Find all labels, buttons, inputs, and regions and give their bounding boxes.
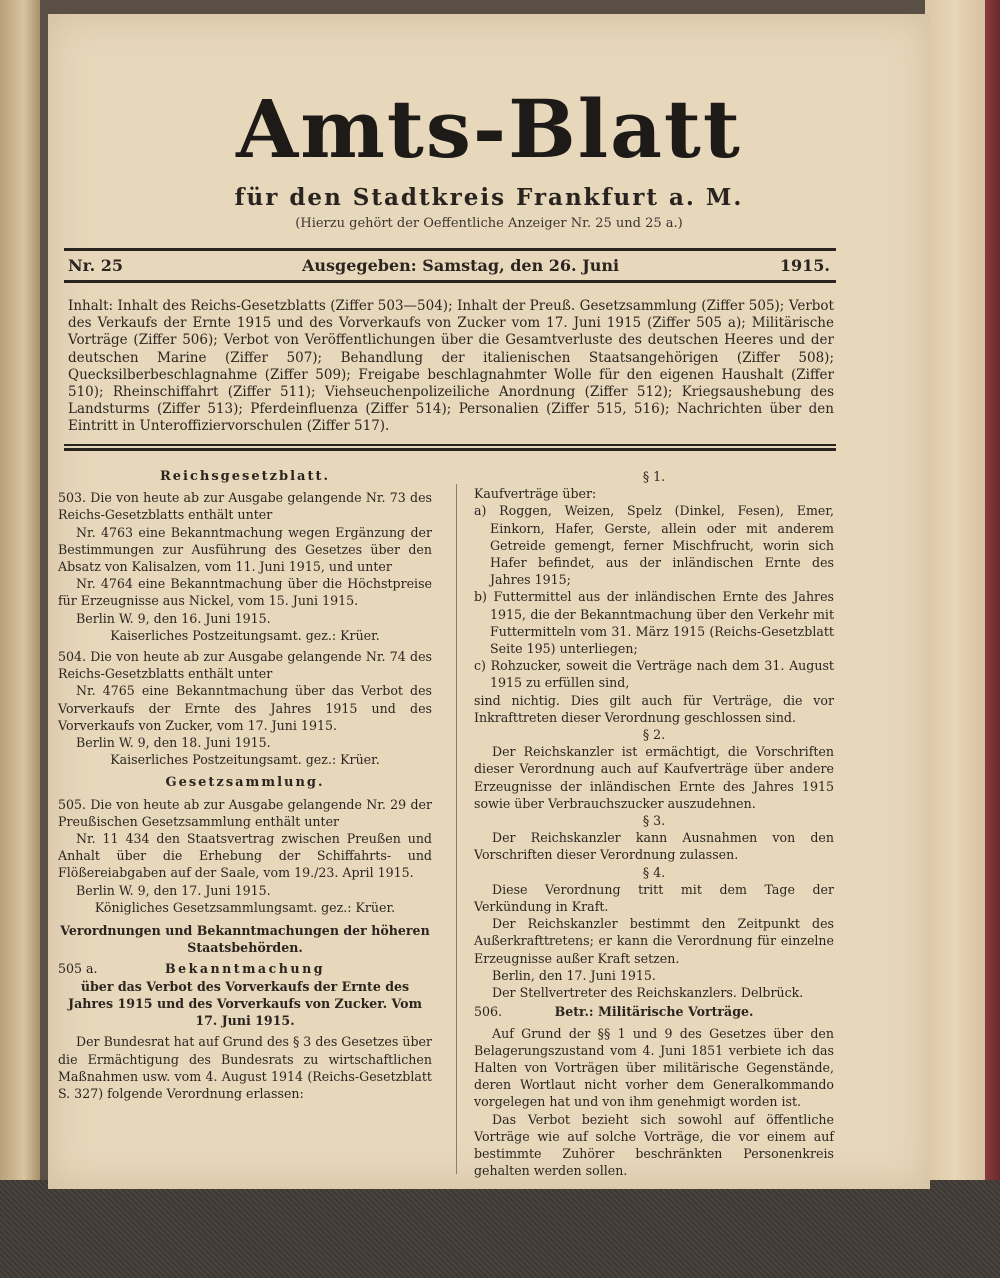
item-505-intro: 505. Die von heute ab zur Ausgabe gelangende Nr. 29 der Preußischen Gesetzsammlung enthält unter	[58, 796, 432, 829]
contents-rule-2	[64, 448, 836, 451]
item-503-nr4764: Nr. 4764 eine Bekanntmachung über die Höchstpreise für Erzeugnisse aus Nickel, vom 15. Juni 1915.	[58, 576, 432, 609]
paragraph-4-text: Diese Verordnung tritt mit dem Tage der Verkündung in Kraft.	[474, 881, 834, 915]
paragraph-1-heading: § 1.	[642, 469, 666, 484]
right-column	[474, 468, 834, 1179]
issue-year: 1915.	[779, 256, 830, 275]
item-503-nr4763: Nr. 4763 eine Bekanntmachung wegen Ergänzung der Bestimmungen zur Ausführung des Gesetzes über den Absatz von Kalisalzen, vom 11. Juni 1915, und unter	[58, 524, 432, 575]
header-rule-top	[64, 248, 836, 251]
item-503-intro: 503. Die von heute ab zur Ausgabe gelangende Nr. 73 des Reichs-Gesetzblatts enthält unter	[58, 490, 432, 523]
item-504-intro: 504. Die von heute ab zur Ausgabe gelangende Nr. 74 des Reichs-Gesetzblatts enthält unter	[58, 649, 432, 682]
item-506-text-1: Auf Grund der §§ 1 und 9 des Gesetzes über den Belagerungszustand vom 4. Juni 1851 verbiete ich das Halten von Vorträgen über militärische Gegenstände, deren Wortlaut nicht vorher dem Generalkommando vorgelegen hat und von ihm genehmigt worden ist.	[474, 1025, 834, 1110]
item-505-nr11434: Nr. 11 434 den Staatsvertrag zwischen Preußen und Anhalt über die Erhebung der Schiffahrts- und Flößereiabgaben auf der Saale, vom 19./23. April 1915.	[58, 831, 432, 881]
item-506-number: 506.	[474, 1004, 503, 1020]
masthead-note: (Hierzu gehört der Oeffentliche Anzeiger Nr. 25 und 25 a.)	[295, 216, 683, 231]
paragraph-3-heading: § 3.	[642, 813, 666, 829]
item-505a-number: 505 a.	[58, 961, 98, 977]
document-page	[48, 14, 930, 1189]
header-rule-bottom	[64, 280, 836, 283]
paragraph-1-item-a: a) Roggen, Weizen, Spelz (Dinkel, Fesen), Emer, Einkorn, Hafer, Gerste, allein oder mit anderem Getreide gemengt, ferner Mischfrucht, worin sich Hafer befindet, aus der inländischen Ernte des Jahres 1915;	[474, 503, 834, 588]
issue-number: Nr. 25	[68, 256, 123, 275]
paragraph-1-intro: Kaufverträge über:	[474, 486, 597, 502]
paragraph-3-text: Der Reichskanzler kann Ausnahmen von den Vorschriften dieser Verordnung zulassen.	[474, 830, 834, 863]
column-divider	[456, 484, 457, 1174]
paragraph-1-item-c: c) Rohzucker, soweit die Verträge nach dem 31. August 1915 zu erfüllen sind,	[474, 658, 834, 691]
item-506-heading-line	[474, 1003, 834, 1020]
binding-cover-edge	[985, 0, 1000, 1245]
item-503-signature: Kaiserliches Postzeitungsamt. gez.: Krüer.	[110, 627, 380, 643]
masthead-title: Amts-Blatt	[236, 82, 742, 176]
table-cloth-background	[0, 1180, 1000, 1278]
paragraph-4-heading: § 4.	[642, 864, 666, 880]
item-504-nr4765: Nr. 4765 eine Bekanntmachung über das Verbot des Vorverkaufs der Ernte des Jahres 1915 und des Vorverkaufs von Zucker, vom 17. Juni 1915.	[58, 683, 432, 733]
item-505a-body: Der Bundesrat hat auf Grund des § 3 des Gesetzes über die Ermächtigung des Bundesrats zu wirtschaftlichen Maßnahmen usw. vom 4. August 1914 (Reichs-Gesetzblatt S. 327) folgende Verordnung erlassen:	[58, 1034, 432, 1101]
paragraph-4-signature: Der Stellvertreter des Reichskanzlers. Delbrück.	[492, 985, 804, 1001]
item-505a-title: über das Verbot des Vorverkaufs der Ernte des Jahres 1915 und des Vorverkaufs von Zucker. Vom 17. Juni 1915.	[68, 978, 422, 1029]
item-505-date: Berlin W. 9, den 17. Juni 1915.	[76, 882, 271, 898]
item-505-signature: Königliches Gesetzsammlungsamt. gez.: Krüer.	[94, 899, 396, 915]
item-506-heading: Betr.: Militärische Vorträge.	[554, 1004, 754, 1020]
masthead-subtitle: für den Stadtkreis Frankfurt a. M.	[234, 184, 744, 211]
issue-date: Ausgegeben: Samstag, den 26. Juni	[302, 256, 620, 275]
table-of-contents: Inhalt: Inhalt des Reichs-Gesetzblatts (Ziffer 503—504); Inhalt der Preuß. Gesetzsammlung (Ziffer 505); Verbot des Verkaufs der Ernte 1915 und des Vorverkaufs von Zucker vom 17. Juni 1915 (Ziffer 505 a); Militärische Vorträge (Ziffer 506); Verbot von Veröffentlichungen über die Gesamtverluste des deutschen Heeres und der deutschen Marine (Ziffer 507); Behandlung der italienischen Staatsangehörigen (Ziffer 508); Quecksilberbeschlagnahme (Ziffer 509); Freigabe beschlagnahmter Wolle für den eigenen Haushalt (Ziffer 510); Rheinschiffahrt (Ziffer 511); Viehseuchenpolizeiliche Anordnung (Ziffer 512); Kriegsaushebung des Landsturms (Ziffer 513); Pferdeinfluenza (Ziffer 514); Personalien (Ziffer 515, 516); Nachrichten über den Eintritt in Unteroffiziervorschulen (Ziffer 517).	[68, 298, 834, 435]
paragraph-4-date: Berlin, den 17. Juni 1915.	[492, 967, 656, 983]
item-505a-heading-line	[58, 960, 432, 977]
item-504-date: Berlin W. 9, den 18. Juni 1915.	[76, 735, 271, 751]
paragraph-1-conclusion: sind nichtig. Dies gilt auch für Verträge, die vor Inkrafttreten dieser Verordnung geschlossen sind.	[474, 692, 834, 725]
item-503-date: Berlin W. 9, den 16. Juni 1915.	[76, 610, 271, 626]
contents-rule-1	[64, 444, 836, 446]
item-505a-heading: Bekanntmachung	[164, 961, 326, 977]
item-504-signature: Kaiserliches Postzeitungsamt. gez.: Krüer.	[110, 752, 380, 768]
heading-verordnungen: Verordnungen und Bekanntmachungen der höheren Staatsbehörden.	[60, 923, 430, 956]
left-column	[58, 468, 432, 1102]
item-506-text-2: Das Verbot bezieht sich sowohl auf öffentliche Vorträge wie auf solche Vorträge, die vor einem auf bestimmte Zuhörer beschränkten Personenkreis gehalten werden sollen.	[474, 1111, 834, 1179]
issue-line	[64, 256, 836, 280]
paragraph-2-heading: § 2.	[642, 727, 666, 743]
adjacent-page-edge	[0, 0, 40, 1278]
paragraph-1-item-b: b) Futtermittel aus der inländischen Ernte des Jahres 1915, die der Bekanntmachung über den Verkehr mit Futtermitteln vom 31. März 1915 (Reichs-Gesetzblatt Seite 195) unterliegen;	[474, 589, 834, 657]
paragraph-2-text: Der Reichskanzler ist ermächtigt, die Vorschriften dieser Verordnung auch auf Kaufverträge über andere Erzeugnisse der inländischen Ernte des Jahres 1915 sowie über Verbrauchszucker auszudehnen.	[474, 744, 834, 811]
paragraph-4-text-2: Der Reichskanzler bestimmt den Zeitpunkt des Außerkrafttretens; er kann die Verordnung für einzelne Erzeugnisse außer Kraft setzen.	[474, 916, 834, 966]
heading-gesetzsammlung: Gesetzsammlung.	[165, 775, 325, 791]
heading-reichsgesetzblatt: Reichsgesetzblatt.	[159, 469, 331, 484]
